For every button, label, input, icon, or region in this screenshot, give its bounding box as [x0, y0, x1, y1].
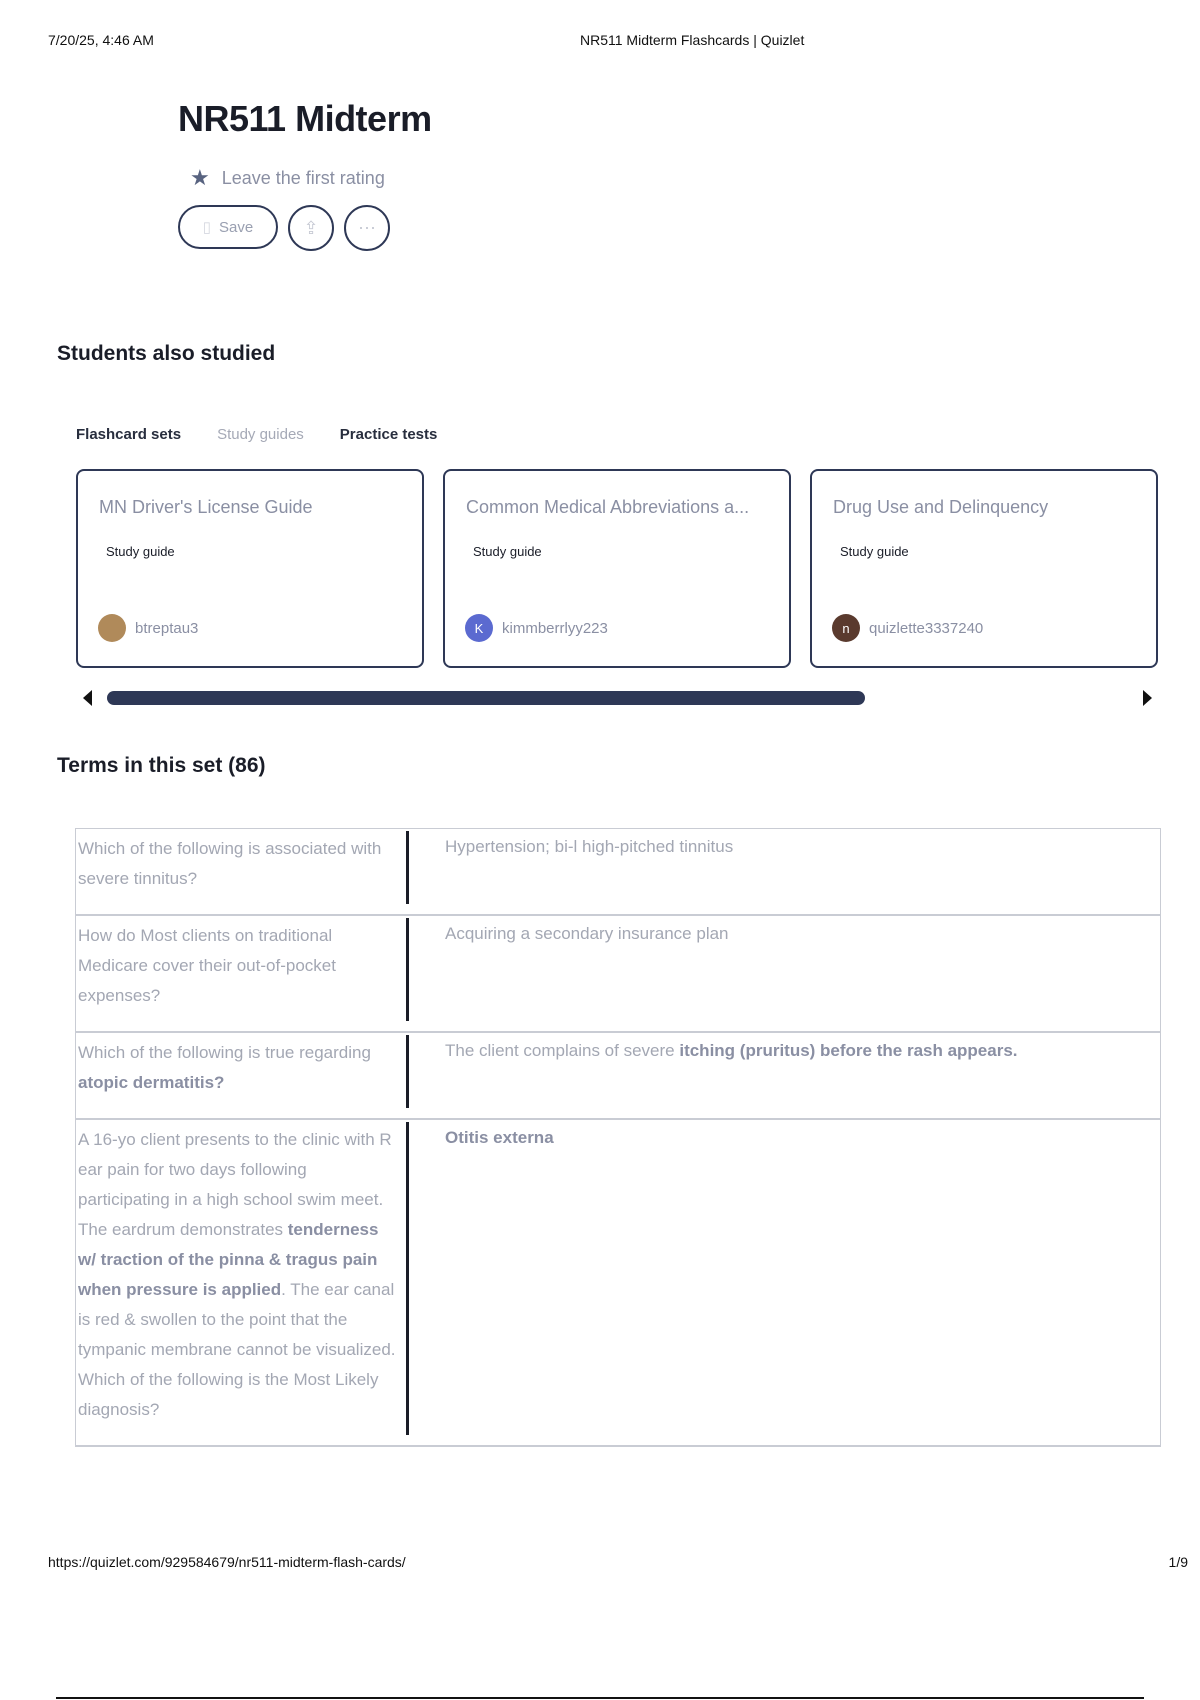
related-card[interactable]	[810, 469, 1158, 668]
card-type: Study guide	[106, 544, 175, 559]
share-icon: ⇪	[303, 217, 319, 238]
card-user	[832, 614, 983, 642]
card-type: Study guide	[840, 544, 909, 559]
related-cards	[76, 469, 1158, 668]
caret-left-icon[interactable]	[83, 690, 92, 706]
card-user	[98, 614, 198, 642]
divider	[56, 1697, 1144, 1699]
rating-control[interactable]	[190, 167, 385, 189]
star-icon: ★	[190, 165, 210, 190]
print-date: 7/20/25, 4:46 AM	[48, 32, 154, 48]
caret-right-icon[interactable]	[1143, 690, 1152, 706]
card-user	[465, 614, 608, 642]
definition-text: Hypertension; bi-l high-pitched tinnitus	[445, 837, 734, 856]
bookmark-icon: ▯	[202, 219, 212, 236]
study-tabs	[76, 426, 437, 443]
terms-table	[75, 828, 1161, 1447]
definition-text: The client complains of severe itching (pruritus) before the rash appears.	[445, 1041, 1018, 1060]
print-page-title: NR511 Midterm Flashcards | Quizlet	[580, 32, 805, 48]
card-title: Common Medical Abbreviations a...	[466, 497, 750, 517]
save-label: Save	[219, 218, 254, 236]
term-text: Which of the following is true regarding atopic dermatitis?	[76, 1035, 409, 1108]
card-type: Study guide	[473, 544, 542, 559]
related-card[interactable]	[443, 469, 791, 668]
students-also-studied-heading: Students also studied	[57, 342, 276, 365]
term-text: A 16-yo client presents to the clinic with R ear pain for two days following participating in a high school swim meet. The eardrum demonstrates tenderness w/ traction of the pinna & tragus pain when pressure is applied. The ear canal is red & swollen to the point that the tympanic membrane cannot be visualized. Which of the following is the Most Likely diagnosis?	[76, 1122, 409, 1435]
rating-text: Leave the first rating	[221, 167, 385, 188]
scrollbar-thumb[interactable]	[107, 691, 865, 705]
card-username: btreptau3	[135, 619, 199, 637]
related-card[interactable]	[76, 469, 424, 668]
avatar: n	[832, 614, 860, 642]
table-row	[76, 829, 1160, 916]
footer-url: https://quizlet.com/929584679/nr511-midterm-flash-cards/	[48, 1554, 406, 1570]
term-text: Which of the following is associated with severe tinnitus?	[76, 831, 409, 904]
table-row	[76, 916, 1160, 1033]
definition-text: Acquiring a secondary insurance plan	[445, 924, 729, 943]
card-title: Drug Use and Delinquency	[833, 497, 1049, 517]
card-title: MN Driver's License Guide	[99, 497, 313, 517]
table-row	[76, 1120, 1160, 1447]
term-text: How do Most clients on traditional Medicare cover their out-of-pocket expenses?	[76, 918, 409, 1021]
terms-heading: Terms in this set (86)	[57, 754, 266, 777]
tab-practice-tests[interactable]: Practice tests	[339, 426, 438, 443]
avatar: K	[465, 614, 493, 642]
tab-flashcard-sets[interactable]: Flashcard sets	[76, 426, 182, 443]
table-row	[76, 1033, 1160, 1120]
definition-text: Otitis externa	[445, 1128, 554, 1147]
set-actions	[178, 205, 390, 251]
avatar	[98, 614, 126, 642]
carousel-scrollbar[interactable]	[80, 688, 1160, 708]
card-username: quizlette3337240	[869, 619, 984, 637]
more-icon: ⋯	[358, 217, 376, 238]
card-username: kimmberrlyy223	[502, 619, 608, 637]
share-button[interactable]	[288, 205, 334, 251]
set-title: NR511 Midterm	[178, 98, 432, 139]
save-button[interactable]	[178, 205, 278, 249]
footer-page-number: 1/9	[1168, 1554, 1188, 1570]
tab-study-guides[interactable]: Study guides	[217, 426, 304, 443]
more-button[interactable]	[344, 205, 390, 251]
